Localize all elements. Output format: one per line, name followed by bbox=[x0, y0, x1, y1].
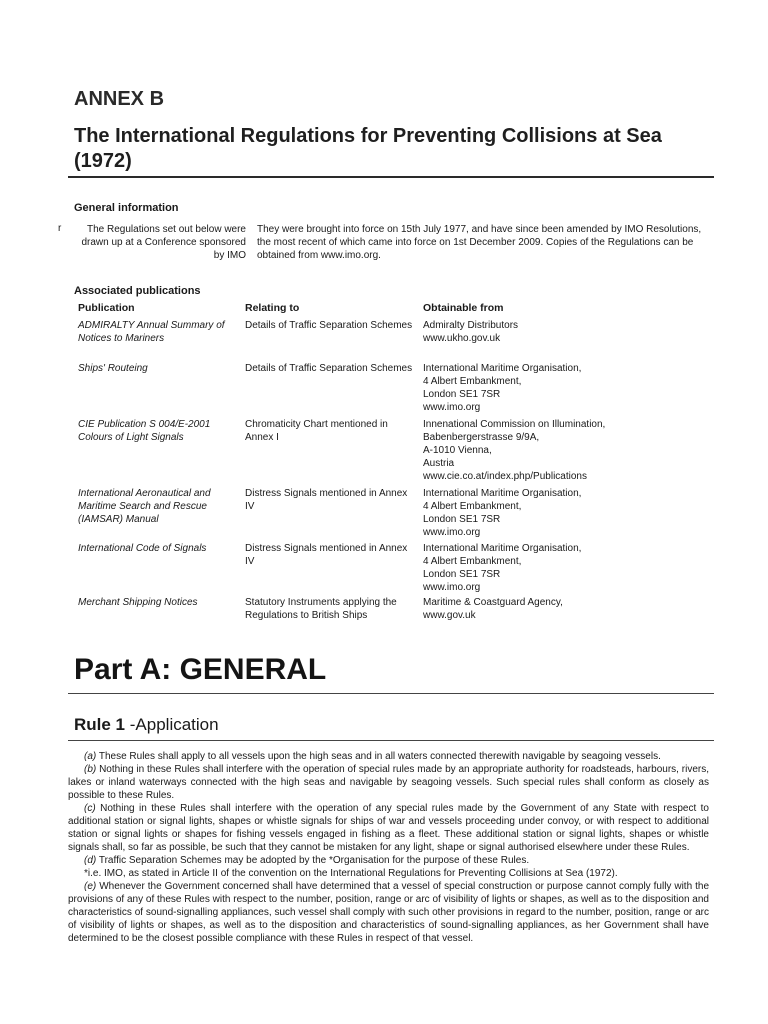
publication-name: Ships' Routeing bbox=[78, 363, 148, 374]
rule-body bbox=[68, 750, 709, 945]
source-line: International Maritime Organisation, bbox=[423, 488, 582, 499]
column-header-obtainable-from: Obtainable from bbox=[423, 302, 504, 314]
source-line: Babenbergerstrasse 9/9A, bbox=[423, 432, 540, 443]
rule-paragraph bbox=[68, 854, 709, 867]
associated-publications-heading: Associated publications bbox=[74, 285, 201, 297]
publication-name: International Code of Signals bbox=[78, 543, 207, 554]
paragraph-label: (e) bbox=[84, 881, 97, 892]
rule-paragraph bbox=[68, 750, 709, 763]
part-title: Part A: GENERAL bbox=[74, 653, 327, 686]
publication-name: Merchant Shipping Notices bbox=[78, 597, 198, 608]
column-header-publication: Publication bbox=[78, 302, 135, 314]
paragraph-text: Nothing in these Rules shall interfere with the operation of special rules made by an appropriate authority for roadsteads, harbours, rivers, lakes or inland waterways connected with the high seas and navigable by seagoing vessels. Such special rules shall conform as closely as possible to these Rules. bbox=[68, 764, 709, 801]
paragraph-text: These Rules shall apply to all vessels upon the high seas and in all waters connected therewith navigable by seagoing vessels. bbox=[98, 751, 661, 762]
source-line: London SE1 7SR bbox=[423, 514, 501, 525]
rule-paragraph bbox=[68, 763, 709, 802]
source-line: 4 Albert Embankment, bbox=[423, 556, 522, 567]
paragraph-label: (a) bbox=[84, 751, 97, 762]
publication-source bbox=[423, 487, 653, 539]
publication-relating: Details of Traffic Separation Schemes bbox=[245, 363, 413, 374]
column-header-relating-to: Relating to bbox=[245, 302, 300, 314]
source-line: International Maritime Organisation, bbox=[423, 543, 582, 554]
footnote-text: *i.e. IMO, as stated in Article II of the convention on the International Regulations for Preventing Collisions at Sea (1972). bbox=[84, 868, 618, 879]
source-line: Innenational Commission on Illumination, bbox=[423, 419, 606, 430]
paragraph-label: (b) bbox=[84, 764, 97, 775]
rule-separator: - bbox=[125, 715, 136, 734]
rule-name: Application bbox=[135, 715, 219, 734]
footnote bbox=[68, 867, 709, 880]
source-link: www.ukho.gov.uk bbox=[423, 333, 501, 344]
paragraph-text: Traffic Separation Schemes may be adopted by the *Organisation for the purpose of these Rules. bbox=[98, 855, 530, 866]
rule-divider bbox=[68, 740, 714, 741]
rule-paragraph bbox=[68, 880, 709, 945]
publication-source bbox=[423, 418, 653, 483]
source-line: 4 Albert Embankment, bbox=[423, 501, 522, 512]
publication-name: CIE Publication S 004/E-2001 Colours of Light Signals bbox=[78, 419, 211, 443]
paragraph-text: Whenever the Government concerned shall have determined that a vessel of special construction or purpose cannot comply fully with the provisions of any of these Rules with respect to the number, position, range or arc of visibility of lights or shapes, as well as to the disposition and characteristics of sound-signalling appliances, such vessel shall comply with such other provisions in regard to the number, position, range or arc of visibility of lights or shapes, as well as to the disposition and characteristics of sound-signalling appliances, as her Government shall have determined to be the closest possible compliance with these Rules in respect of that vessel. bbox=[68, 881, 710, 944]
general-information-heading: General information bbox=[74, 202, 179, 214]
publication-name: International Aeronautical and Maritime Search and Rescue (IAMSAR) Manual bbox=[78, 488, 211, 525]
source-link: www.imo.org bbox=[423, 402, 481, 413]
general-information-right: They were brought into force on 15th July 1977, and have since been amended by IMO Resolutions, the most recent of which came into force on 1st December 2009. Copies of the Regulations can be obtained from www.imo.org. bbox=[257, 224, 702, 261]
paragraph-label: (d) bbox=[84, 855, 97, 866]
rule-heading bbox=[74, 715, 219, 735]
source-line: A-1010 Vienna, bbox=[423, 445, 492, 456]
rule-paragraph bbox=[68, 802, 709, 854]
source-link: www.imo.org bbox=[423, 582, 481, 593]
paragraph-label: (c) bbox=[84, 803, 96, 814]
rule-number: Rule 1 bbox=[74, 715, 126, 734]
publication-relating: Details of Traffic Separation Schemes bbox=[245, 320, 413, 331]
publication-source bbox=[423, 362, 653, 414]
general-information-left: The Regulations set out below were drawn up at a Conference sponsored by IMO bbox=[81, 224, 246, 261]
publication-relating: Chromaticity Chart mentioned in Annex I bbox=[245, 419, 388, 443]
publication-name: ADMIRALTY Annual Summary of Notices to Mariners bbox=[78, 320, 225, 344]
source-line: Admiralty Distributors bbox=[423, 320, 519, 331]
publication-source bbox=[423, 596, 653, 622]
source-link: www.imo.org bbox=[423, 527, 481, 538]
publication-relating: Distress Signals mentioned in Annex IV bbox=[245, 543, 408, 567]
source-line: International Maritime Organisation, bbox=[423, 363, 582, 374]
document-title: The International Regulations for Preventing Collisions at Sea (1972) bbox=[74, 125, 662, 172]
publication-source bbox=[423, 319, 653, 345]
publication-relating: Statutory Instruments applying the Regulations to British Ships bbox=[245, 597, 397, 621]
source-line: London SE1 7SR bbox=[423, 389, 501, 400]
source-line: London SE1 7SR bbox=[423, 569, 501, 580]
publication-relating: Distress Signals mentioned in Annex IV bbox=[245, 488, 408, 512]
source-line: Maritime & Coastguard Agency, bbox=[423, 597, 563, 608]
part-divider bbox=[68, 693, 714, 694]
annex-label: ANNEX B bbox=[74, 88, 165, 110]
paragraph-text: Nothing in these Rules shall interfere with the operation of any special rules made by the Government of any State with respect to additional station or signal lights, shapes or whistle signals for ships of war and vessels proceeding under convoy, or with respect to additional station or signal lights or shapes for fishing vessels engaged in fishing as a fleet. These additional station or signal lights, shapes or whistle signals shall, so far as possible, be such that they cannot be mistaken for any light, shape or signal authorised elsewhere under these Rules. bbox=[68, 803, 709, 853]
source-line: Austria bbox=[423, 458, 455, 469]
margin-mark: r bbox=[58, 223, 62, 234]
source-link: www.gov.uk bbox=[423, 610, 476, 621]
source-link: www.cie.co.at/index.php/Publications bbox=[423, 471, 587, 482]
title-divider bbox=[68, 176, 714, 178]
source-line: 4 Albert Embankment, bbox=[423, 376, 522, 387]
publication-source bbox=[423, 542, 653, 594]
